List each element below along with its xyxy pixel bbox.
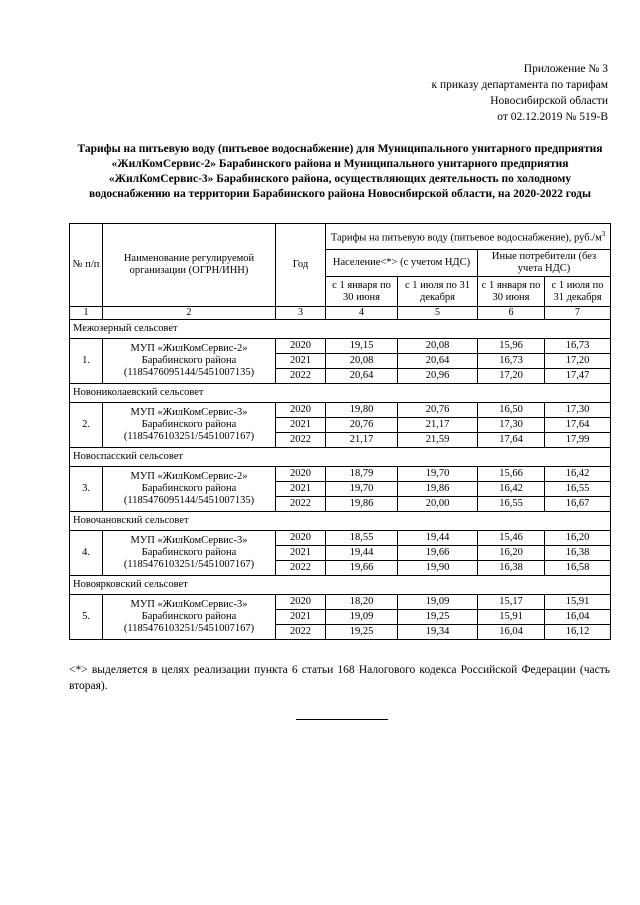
table-row bbox=[70, 531, 611, 546]
district-name: Новониколаевский сельсовет bbox=[70, 384, 611, 403]
document-title: Тарифы на питьевую воду (питьевое водоснабжение) для Муниципального унитарного предприятия «ЖилКомСервис-2» Барабинского района и Муниципального унитарного предприятия «ЖилКомСервис-3» Барабинского района, осуществляющих деятельность по холодному водоснабжению на территории Барабинского района Новосибирской области, на 2020-2022 годы bbox=[77, 143, 603, 200]
population-h2-tariff: 19,09 bbox=[398, 595, 478, 610]
header-tariffs-text: Тарифы на питьевую воду (питьевое водоснабжение), руб./м bbox=[330, 232, 602, 244]
other-h2-tariff: 16,67 bbox=[545, 497, 611, 512]
district-name: Новоспасский сельсовет bbox=[70, 448, 611, 467]
column-number: 7 bbox=[545, 307, 611, 320]
population-h2-tariff: 20,76 bbox=[398, 403, 478, 418]
row-number: 1. bbox=[70, 339, 103, 384]
population-h2-tariff: 21,17 bbox=[398, 418, 478, 433]
header-tariffs bbox=[326, 224, 611, 250]
population-h2-tariff: 19,34 bbox=[398, 625, 478, 640]
other-h1-tariff: 17,64 bbox=[478, 433, 545, 448]
other-h1-tariff: 16,20 bbox=[478, 546, 545, 561]
column-number: 2 bbox=[103, 307, 276, 320]
organization-name: МУП «ЖилКомСервис-2» Барабинского района (1185476095144/5451007135) bbox=[103, 467, 276, 512]
other-h2-tariff: 16,12 bbox=[545, 625, 611, 640]
other-h2-tariff: 17,64 bbox=[545, 418, 611, 433]
organization-name: МУП «ЖилКомСервис-3» Барабинского района (1185476103251/5451007167) bbox=[103, 403, 276, 448]
population-h1-tariff: 19,15 bbox=[326, 339, 398, 354]
header-period-1: с 1 января по 30 июня bbox=[478, 277, 545, 307]
other-h1-tariff: 16,42 bbox=[478, 482, 545, 497]
other-h1-tariff: 15,66 bbox=[478, 467, 545, 482]
other-h2-tariff: 17,20 bbox=[545, 354, 611, 369]
other-h2-tariff: 17,99 bbox=[545, 433, 611, 448]
header-year: Год bbox=[276, 224, 326, 307]
year-cell: 2022 bbox=[276, 625, 326, 640]
district-row bbox=[70, 448, 611, 467]
other-h2-tariff: 16,38 bbox=[545, 546, 611, 561]
year-cell: 2020 bbox=[276, 531, 326, 546]
population-h2-tariff: 20,08 bbox=[398, 339, 478, 354]
table-row bbox=[70, 595, 611, 610]
population-h1-tariff: 19,80 bbox=[326, 403, 398, 418]
organization-name: МУП «ЖилКомСервис-3» Барабинского района (1185476103251/5451007167) bbox=[103, 531, 276, 576]
column-number: 5 bbox=[398, 307, 478, 320]
row-number: 3. bbox=[70, 467, 103, 512]
organization-name: МУП «ЖилКомСервис-3» Барабинского района (1185476103251/5451007167) bbox=[103, 595, 276, 640]
year-cell: 2020 bbox=[276, 403, 326, 418]
year-cell: 2020 bbox=[276, 467, 326, 482]
organization-name: МУП «ЖилКомСервис-2» Барабинского района (1185476095144/5451007135) bbox=[103, 339, 276, 384]
tariff-table-body bbox=[70, 307, 611, 640]
other-h2-tariff: 16,73 bbox=[545, 339, 611, 354]
other-h1-tariff: 17,30 bbox=[478, 418, 545, 433]
row-number: 5. bbox=[70, 595, 103, 640]
appendix-order: к приказу департамента по тарифам bbox=[431, 79, 608, 91]
population-h1-tariff: 19,86 bbox=[326, 497, 398, 512]
other-h2-tariff: 16,20 bbox=[545, 531, 611, 546]
footnote: <*> выделяется в целях реализации пункта 6 статьи 168 Налогового кодекса Российской Федерации (часть вторая). bbox=[69, 664, 610, 692]
other-h1-tariff: 15,96 bbox=[478, 339, 545, 354]
population-h1-tariff: 18,20 bbox=[326, 595, 398, 610]
population-h1-tariff: 19,66 bbox=[326, 561, 398, 576]
header-org: Наименование регулируемой организации (ОГРН/ИНН) bbox=[103, 224, 276, 307]
column-number: 3 bbox=[276, 307, 326, 320]
other-h1-tariff: 16,55 bbox=[478, 497, 545, 512]
population-h2-tariff: 19,90 bbox=[398, 561, 478, 576]
population-h2-tariff: 20,96 bbox=[398, 369, 478, 384]
other-h1-tariff: 15,91 bbox=[478, 610, 545, 625]
year-cell: 2022 bbox=[276, 369, 326, 384]
year-cell: 2021 bbox=[276, 610, 326, 625]
other-h2-tariff: 16,58 bbox=[545, 561, 611, 576]
other-h2-tariff: 17,30 bbox=[545, 403, 611, 418]
column-number: 4 bbox=[326, 307, 398, 320]
district-name: Новочановский сельсовет bbox=[70, 512, 611, 531]
population-h2-tariff: 20,00 bbox=[398, 497, 478, 512]
population-h1-tariff: 19,70 bbox=[326, 482, 398, 497]
population-h1-tariff: 19,44 bbox=[326, 546, 398, 561]
population-h1-tariff: 20,08 bbox=[326, 354, 398, 369]
header-population: Население<*> (с учетом НДС) bbox=[326, 250, 478, 277]
district-row bbox=[70, 512, 611, 531]
population-h2-tariff: 21,59 bbox=[398, 433, 478, 448]
population-h2-tariff: 19,25 bbox=[398, 610, 478, 625]
population-h2-tariff: 19,66 bbox=[398, 546, 478, 561]
other-h1-tariff: 15,46 bbox=[478, 531, 545, 546]
tariff-table bbox=[69, 223, 611, 640]
population-h1-tariff: 18,55 bbox=[326, 531, 398, 546]
other-h2-tariff: 17,47 bbox=[545, 369, 611, 384]
year-cell: 2021 bbox=[276, 546, 326, 561]
other-h1-tariff: 16,73 bbox=[478, 354, 545, 369]
population-h1-tariff: 21,17 bbox=[326, 433, 398, 448]
district-row bbox=[70, 576, 611, 595]
appendix-date: от 02.12.2019 № 519-В bbox=[497, 111, 608, 123]
table-row bbox=[70, 467, 611, 482]
header-num: № п/п bbox=[70, 224, 103, 307]
population-h1-tariff: 18,79 bbox=[326, 467, 398, 482]
year-cell: 2020 bbox=[276, 595, 326, 610]
column-numbers-row bbox=[70, 307, 611, 320]
population-h2-tariff: 19,86 bbox=[398, 482, 478, 497]
year-cell: 2022 bbox=[276, 497, 326, 512]
other-h1-tariff: 17,20 bbox=[478, 369, 545, 384]
header-period-2: с 1 июля по 31 декабря bbox=[398, 277, 478, 307]
table-row bbox=[70, 403, 611, 418]
year-cell: 2020 bbox=[276, 339, 326, 354]
other-h2-tariff: 15,91 bbox=[545, 595, 611, 610]
row-number: 4. bbox=[70, 531, 103, 576]
population-h1-tariff: 19,25 bbox=[326, 625, 398, 640]
other-h2-tariff: 16,04 bbox=[545, 610, 611, 625]
other-h2-tariff: 16,55 bbox=[545, 482, 611, 497]
district-row bbox=[70, 320, 611, 339]
year-cell: 2022 bbox=[276, 561, 326, 576]
year-cell: 2021 bbox=[276, 482, 326, 497]
population-h2-tariff: 19,70 bbox=[398, 467, 478, 482]
column-number: 6 bbox=[478, 307, 545, 320]
district-name: Межозерный сельсовет bbox=[70, 320, 611, 339]
appendix-number: Приложение № 3 bbox=[523, 63, 608, 75]
population-h1-tariff: 19,09 bbox=[326, 610, 398, 625]
column-number: 1 bbox=[70, 307, 103, 320]
appendix-region: Новосибирской области bbox=[490, 95, 608, 107]
year-cell: 2021 bbox=[276, 354, 326, 369]
other-h1-tariff: 15,17 bbox=[478, 595, 545, 610]
other-h1-tariff: 16,04 bbox=[478, 625, 545, 640]
district-row bbox=[70, 384, 611, 403]
header-period-1: с 1 января по 30 июня bbox=[326, 277, 398, 307]
year-cell: 2021 bbox=[276, 418, 326, 433]
header-other-consumers: Иные потребители (без учета НДС) bbox=[478, 250, 611, 277]
other-h1-tariff: 16,50 bbox=[478, 403, 545, 418]
row-number: 2. bbox=[70, 403, 103, 448]
appendix-header bbox=[431, 61, 608, 125]
separator-line bbox=[296, 719, 388, 720]
other-h2-tariff: 16,42 bbox=[545, 467, 611, 482]
population-h1-tariff: 20,64 bbox=[326, 369, 398, 384]
district-name: Новоярковский сельсовет bbox=[70, 576, 611, 595]
population-h1-tariff: 20,76 bbox=[326, 418, 398, 433]
header-period-2: с 1 июля по 31 декабря bbox=[545, 277, 611, 307]
header-tariffs-sup: 3 bbox=[601, 230, 606, 239]
population-h2-tariff: 19,44 bbox=[398, 531, 478, 546]
table-row bbox=[70, 339, 611, 354]
year-cell: 2022 bbox=[276, 433, 326, 448]
other-h1-tariff: 16,38 bbox=[478, 561, 545, 576]
population-h2-tariff: 20,64 bbox=[398, 354, 478, 369]
